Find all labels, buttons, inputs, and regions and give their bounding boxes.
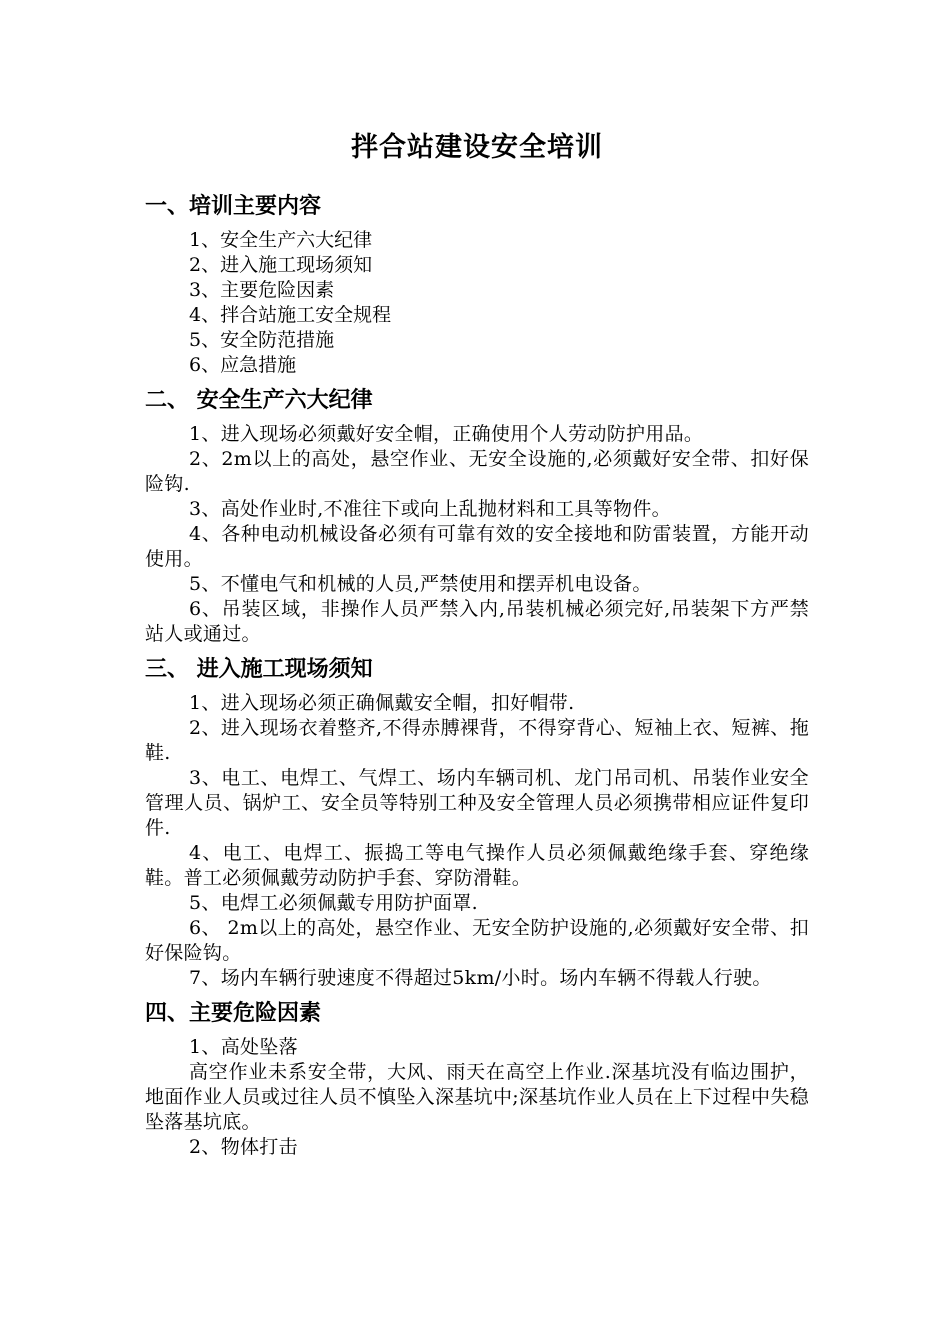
section-training-contents (145, 190, 809, 378)
paragraph: 2、进入现场衣着整齐,不得赤膊裸背，不得穿背心、短袖上衣、短裤、拖鞋. (145, 717, 809, 764)
paragraph: 高空作业未系安全带，大风、雨天在高空上作业.深基坑没有临边围护，地面作业人员或过往人员不慎坠入深基坑中;深基坑作业人员在上下过程中失稳坠落基坑底。 (145, 1061, 809, 1133)
list-item: 4、拌合站施工安全规程 (189, 304, 392, 326)
paragraph: 2、2m以上的高处，悬空作业、无安全设施的,必须戴好安全带、扣好保险钩. (145, 448, 809, 495)
list-item: 5、安全防范措施 (189, 329, 335, 351)
list-item: 6、应急措施 (189, 354, 297, 376)
paragraph: 2、物体打击 (189, 1136, 298, 1158)
paragraph: 3、高处作业时,不准往下或向上乱抛材料和工具等物件。 (189, 498, 671, 520)
list-item: 2、进入施工现场须知 (189, 254, 373, 276)
section-site-notice (145, 653, 809, 991)
section-heading: 三、 进入施工现场须知 (145, 657, 373, 682)
section-heading: 四、主要危险因素 (145, 1001, 322, 1026)
section-heading: 二、 安全生产六大纪律 (145, 388, 373, 413)
paragraph: 4、各种电动机械设备必须有可靠有效的安全接地和防雷装置，方能开动使用。 (145, 523, 809, 570)
section-heading: 一、培训主要内容 (145, 194, 322, 219)
section-six-disciplines (145, 384, 809, 647)
paragraph: 4、电工、电焊工、振捣工等电气操作人员必须佩戴绝缘手套、穿绝缘鞋。普工必须佩戴劳动防护手套、穿防滑鞋。 (145, 842, 809, 889)
paragraph: 5、电焊工必须佩戴专用防护面罩. (189, 892, 478, 914)
document-title: 拌合站建设安全培训 (351, 132, 603, 163)
paragraph: 1、高处坠落 (189, 1036, 298, 1058)
paragraph: 1、进入现场必须正确佩戴安全帽，扣好帽带. (189, 692, 575, 714)
paragraph: 1、进入现场必须戴好安全帽，正确使用个人劳动防护用品。 (189, 423, 704, 445)
paragraph: 6、吊装区域，非操作人员严禁入内,吊装机械必须完好,吊装架下方严禁站人或通过。 (145, 598, 809, 645)
list-item: 1、安全生产六大纪律 (189, 229, 373, 251)
list-item: 3、主要危险因素 (189, 279, 335, 301)
paragraph: 5、不懂电气和机械的人员,严禁使用和摆弄机电设备。 (189, 573, 652, 595)
paragraph: 6、 2m以上的高处，悬空作业、无安全防护设施的,必须戴好安全带、扣好保险钩。 (145, 917, 809, 964)
paragraph: 7、场内车辆行驶速度不得超过5km/小时。场内车辆不得载人行驶。 (189, 967, 772, 989)
section-main-hazards (145, 997, 809, 1160)
document-page (145, 128, 809, 1160)
paragraph: 3、电工、电焊工、气焊工、场内车辆司机、龙门吊司机、吊装作业安全管理人员、锅炉工、安全员等特别工种及安全管理人员必须携带相应证件复印件. (145, 767, 809, 839)
